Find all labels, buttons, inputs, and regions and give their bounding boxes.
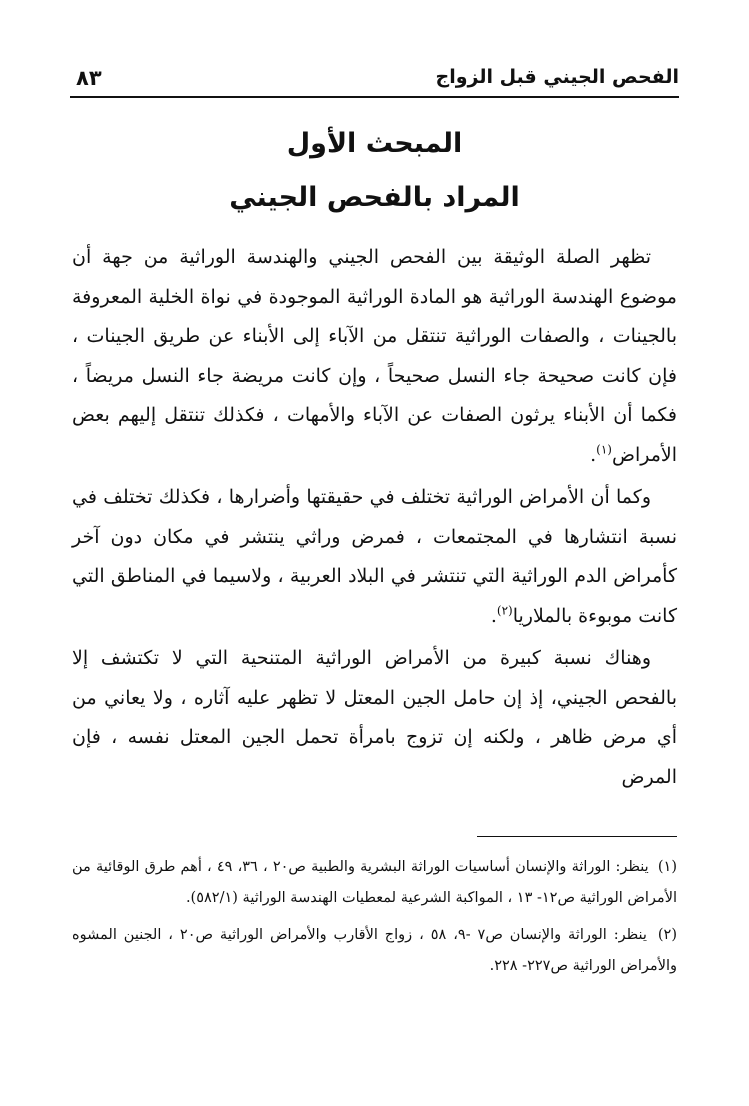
footnote-text: ينظر: الوراثة والإنسان أساسيات الوراثة البشرية والطبية ص٢٠ ، ٣٦، ٤٩ ، أهم طرق الوقائية من الأمراض الوراثية ص١٢- ١٣ ، المواكبة الشرعية لمعطيات الهندسة الوراثية (٥٨٢/١). bbox=[72, 859, 677, 906]
paragraph-text: وهناك نسبة كبيرة من الأمراض الوراثية المتنحية التي لا تكتشف إلا بالفحص الجيني، إذ إن حامل الجين المعتل لا تظهر عليه آثاره ، ولا يعاني من أي مرض ظاهر ، ولكنه إن تزوج بامرأة تحمل الجين المعتل نفسه ، فإن المرض bbox=[72, 647, 677, 788]
footnote-text: ينظر: الوراثة والإنسان ص٧ -٩، ٥٨ ، زواج الأقارب والأمراض الوراثية ص٢٠ ، الجنين المشوه والأمراض الوراثية ص٢٢٧- ٢٢٨. bbox=[72, 927, 677, 974]
footnote-divider bbox=[477, 836, 677, 837]
body-text bbox=[72, 238, 677, 797]
paragraph-text: تظهر الصلة الوثيقة بين الفحص الجيني والهندسة الوراثية من جهة أن موضوع الهندسة الوراثية هو المادة الوراثية الموجودة في نواة الخلية المعروفة بالجينات ، والصفات الوراثية تنتقل من الآباء إلى الأبناء عن طريق الجينات ، فإن كانت صحيحة جاء النسل صحيحاً ، وإن كانت مريضة جاء النسل مريضاً ، فكما أن الأبناء يرثون الصفات عن الآباء والأمهات ، فكذلك تنتقل إليهم بعض الأمراض bbox=[72, 246, 677, 466]
footnote bbox=[72, 920, 677, 982]
paragraph bbox=[72, 238, 677, 475]
section-title: المراد بالفحص الجيني bbox=[229, 182, 520, 213]
footnotes bbox=[72, 852, 677, 988]
footnote-number: (٢) bbox=[657, 927, 677, 943]
footnote-number: (١) bbox=[657, 859, 678, 875]
footnote-reference[interactable]: (٢) bbox=[496, 603, 513, 618]
paragraph-end: . bbox=[590, 443, 597, 466]
paragraph bbox=[72, 478, 677, 636]
footnote bbox=[72, 852, 677, 914]
section-heading: المبحث الأول bbox=[286, 128, 463, 159]
footnote-reference[interactable]: (١) bbox=[596, 442, 612, 457]
running-header bbox=[70, 62, 679, 98]
running-title: الفحص الجيني قبل الزواج bbox=[435, 66, 679, 88]
paragraph-text: وكما أن الأمراض الوراثية تختلف في حقيقتها وأضرارها ، فكذلك تختلف في نسبة انتشارها في المجتمعات ، فمرض وراثي ينتشر في مكان دون آخر كأمراض الدم الوراثية التي تنتشر في البلاد العربية ، ولاسيما في المناطق التي كانت موبوءة بالملاريا bbox=[72, 486, 677, 627]
paragraph-end: . bbox=[490, 604, 497, 627]
page-number: ٨٣ bbox=[76, 66, 102, 90]
paragraph bbox=[72, 639, 677, 797]
